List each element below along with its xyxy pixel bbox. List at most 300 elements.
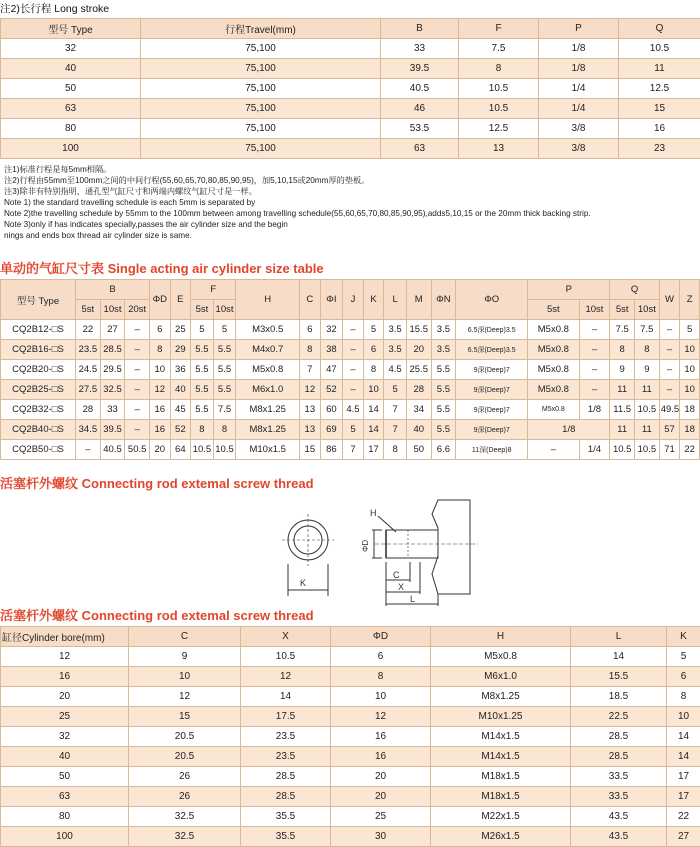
table-cell: – [659,320,680,340]
table-cell: – [579,320,610,340]
table-row [1,647,700,667]
single-acting-title: 单动的气缸尺寸表 Single acting air cylinder size table [0,259,700,279]
table-cell: 5 [191,320,214,340]
rod-header-l: L [571,627,667,647]
table-row [1,727,700,747]
table-cell: 12 [1,647,129,667]
table-cell: 5.5 [431,400,456,420]
table-cell: 32 [320,320,343,340]
header-f: F [459,19,539,39]
table-cell: 100 [1,139,141,159]
table-cell: 25 [331,807,431,827]
table-cell: 8 [363,360,384,380]
table-cell: 1/4 [579,440,610,460]
table-cell: 28.5 [100,340,125,360]
sa-header-type: 型号 Type [1,280,76,320]
table-cell: 1/4 [539,99,619,119]
sa-header-k: K [363,280,384,320]
table-cell: 12.5 [619,79,700,99]
table-cell: – [343,360,364,380]
table-cell: 9深(Deep)7 [456,380,528,400]
table-row [1,360,700,380]
table-cell: M8x1.25 [431,687,571,707]
label-x: X [398,582,404,592]
table-cell: M10x1.5 [236,440,300,460]
table-cell: 10 [667,707,700,727]
table-cell: 1/8 [528,420,610,440]
table-cell: 35.5 [241,827,331,847]
table-cell: 28.5 [571,747,667,767]
table-cell: 12.5 [459,119,539,139]
table-cell: 8 [384,440,407,460]
table-cell: 27.5 [76,380,101,400]
table-cell: 6.6 [431,440,456,460]
table-cell: 7 [384,420,407,440]
table-cell: 33 [381,39,459,59]
table-cell: – [125,380,150,400]
sa-header-phio: ΦO [456,280,528,320]
table-cell: 40 [170,380,191,400]
table-cell: 49.5 [659,400,680,420]
table-cell: 57 [659,420,680,440]
table-cell: 16 [331,747,431,767]
long-stroke-table [0,18,700,159]
sa-header-b-5st: 5st [76,300,101,320]
table-cell: 25.5 [406,360,431,380]
table-cell: 28.5 [241,767,331,787]
table-cell: 20 [331,767,431,787]
thread-diagram-section [0,474,700,614]
rod-table-section [0,606,700,847]
table-cell: 14 [667,727,700,747]
table-cell: 40 [1,59,141,79]
table-cell: CQ2B40-□S [1,420,76,440]
table-cell: M5x0.8 [528,360,579,380]
table-cell: 33 [100,400,125,420]
table-cell: 22 [76,320,101,340]
table-cell: 26 [129,767,241,787]
single-acting-table [0,279,700,460]
long-stroke-header-row [1,19,700,39]
table-cell: 5 [213,320,236,340]
table-cell: 15 [619,99,700,119]
note-line: nings and ends box thread air cylinder size is same. [4,230,700,241]
note-line: Note 1) the standard travelling schedule is each 5mm is separated by [4,197,700,208]
table-cell: 5 [384,380,407,400]
header-b: B [381,19,459,39]
table-cell: 32 [1,39,141,59]
table-cell: 11 [635,380,660,400]
table-cell: 20 [1,687,129,707]
thread-diagram [0,494,700,614]
table-cell: 80 [1,807,129,827]
table-cell: 6 [363,340,384,360]
table-cell: 12 [331,707,431,727]
table-cell: 10.5 [619,39,700,59]
table-cell: 20.5 [129,747,241,767]
table-cell: 40.5 [100,440,125,460]
table-cell: 20.5 [129,727,241,747]
table-cell: 3/8 [539,139,619,159]
header-travel: 行程Travel(mm) [141,19,381,39]
table-cell: 8 [635,340,660,360]
table-cell: 1/8 [539,39,619,59]
note-line: 注3)除非有特别指明，通孔型气缸尺寸和两端内螺纹气缸尺寸是一样。 [4,186,700,197]
table-cell: 10.5 [191,440,214,460]
table-cell: 3.5 [431,340,456,360]
table-cell: 23.5 [241,727,331,747]
table-cell: 9深(Deep)7 [456,360,528,380]
label-l: L [410,594,415,604]
table-cell: 16 [150,420,171,440]
table-cell: 18 [680,400,700,420]
table-cell: M3x0.5 [236,320,300,340]
table-cell: 30 [331,827,431,847]
table-cell: – [659,360,680,380]
thread-diagram-title: 活塞杆外螺纹 Connecting rod extemal screw thread [0,474,700,494]
table-cell: M5x0.8 [528,380,579,400]
table-cell: 34 [406,400,431,420]
table-cell: M6x1.0 [236,380,300,400]
table-cell: 32 [1,727,129,747]
rod-header-bore: 缸径Cylinder bore(mm) [1,627,129,647]
table-cell: 8 [610,340,635,360]
table-cell: 40.5 [381,79,459,99]
table-cell: 10.5 [635,400,660,420]
table-cell: 7.5 [635,320,660,340]
table-cell: 5.5 [213,340,236,360]
sa-header-phii: ΦI [320,280,343,320]
rod-side-view [372,500,478,606]
table-cell: 32.5 [129,827,241,847]
table-cell: 22 [680,440,700,460]
table-cell: 39.5 [381,59,459,79]
table-cell: 5.5 [191,340,214,360]
table-cell: 1/4 [539,79,619,99]
table-cell: 36 [170,360,191,380]
table-cell: 7.5 [213,400,236,420]
table-cell: 38 [320,340,343,360]
table-cell: 5 [363,320,384,340]
table-cell: CQ2B25-□S [1,380,76,400]
sa-header-c: C [300,280,321,320]
table-cell: 35.5 [241,807,331,827]
table-cell: 20 [150,440,171,460]
table-cell: 28 [76,400,101,420]
table-cell: 3.5 [384,320,407,340]
table-cell: M8x1.25 [236,400,300,420]
table-cell: 5.5 [213,380,236,400]
sa-header-z: Z [680,280,700,320]
table-row [1,827,700,847]
table-cell: 39.5 [100,420,125,440]
table-cell: 45 [170,400,191,420]
table-cell: M14x1.5 [431,727,571,747]
table-cell: 5 [343,420,364,440]
table-cell: 25 [170,320,191,340]
header-q: Q [619,19,700,39]
table-cell: – [579,360,610,380]
table-cell: – [125,340,150,360]
table-cell: 24.5 [76,360,101,380]
sa-header-phid: ΦD [150,280,171,320]
single-acting-section [0,259,700,460]
note-line: 注2)行程由55mm至100mm之间的中间行程(55,60,65,70,80,85,90,95)，加5,10,15或20mm厚的垫板。 [4,175,700,186]
table-cell: CQ2B50-□S [1,440,76,460]
table-cell: 64 [170,440,191,460]
table-row [1,807,700,827]
table-cell: CQ2B16-□S [1,340,76,360]
table-cell: – [579,380,610,400]
sa-header-f-5st: 5st [191,300,214,320]
table-cell: 8 [667,687,700,707]
sa-header-w: W [659,280,680,320]
table-cell: – [125,320,150,340]
rod-header-c: C [129,627,241,647]
table-cell: 5.5 [191,380,214,400]
table-cell: 5.5 [191,360,214,380]
table-cell: 17 [667,767,700,787]
note-line: Note 2)the travelling schedule by 55mm to the 100mm between among travelling schedule(55,60,65,70,80,85,90,95),adds5,10,15 or the 20mm thick backing strip. [4,208,700,219]
table-cell: 69 [320,420,343,440]
table-cell: M14x1.5 [431,747,571,767]
table-cell: 10.5 [610,440,635,460]
table-cell: M5x0.8 [431,647,571,667]
table-row [1,320,700,340]
table-cell: 11深(Deep)8 [456,440,528,460]
table-cell: 8 [191,420,214,440]
table-cell: 11 [635,420,660,440]
table-cell: 10.5 [635,440,660,460]
table-cell: 27 [667,827,700,847]
table-cell: M5x0.8 [528,400,579,420]
label-h: H [370,508,377,518]
table-cell: 14 [363,400,384,420]
table-cell: 32.5 [100,380,125,400]
table-cell: 9 [635,360,660,380]
table-cell: 9 [610,360,635,380]
rod-header-k: K [667,627,700,647]
table-cell: M26x1.5 [431,827,571,847]
rod-end-view [282,514,334,596]
table-cell: 75,100 [141,59,381,79]
sa-header-q: Q [610,280,659,300]
table-cell: 14 [571,647,667,667]
table-cell: 6 [150,320,171,340]
table-cell: 13 [459,139,539,159]
table-cell: 18 [680,420,700,440]
table-cell: 10 [363,380,384,400]
table-cell: 8 [331,667,431,687]
table-cell: 100 [1,827,129,847]
table-cell: 12 [150,380,171,400]
table-cell: 46 [381,99,459,119]
table-cell: 25 [1,707,129,727]
table-cell: 34.5 [76,420,101,440]
table-cell: 4.5 [384,360,407,380]
table-cell: 16 [1,667,129,687]
table-row [1,340,700,360]
sa-header-q-10st: 10st [635,300,660,320]
sa-header-p-10st: 10st [579,300,610,320]
table-cell: M4x0.7 [236,340,300,360]
table-cell: – [125,420,150,440]
table-cell: 7 [343,440,364,460]
table-row [1,79,700,99]
table-cell: 20 [406,340,431,360]
table-cell: – [343,340,364,360]
sa-header-e: E [170,280,191,320]
table-cell: 23.5 [76,340,101,360]
table-cell: – [528,440,579,460]
sa-header-h: H [236,280,300,320]
table-cell: 7 [384,400,407,420]
table-cell: 23 [619,139,700,159]
table-cell: 10.5 [459,99,539,119]
sa-header-phin: ΦN [431,280,456,320]
table-cell: 5.5 [431,420,456,440]
table-cell: 14 [667,747,700,767]
table-cell: 16 [331,727,431,747]
sa-header-f: F [191,280,236,300]
note-line: 注1)标准行程是每5mm相隔。 [4,164,700,175]
table-cell: 52 [320,380,343,400]
rod-header-x: X [241,627,331,647]
table-row [1,59,700,79]
table-cell: 5 [680,320,700,340]
table-cell: 11 [610,380,635,400]
table-cell: 9深(Deep)7 [456,420,528,440]
table-cell: 1/8 [579,400,610,420]
table-cell: 17.5 [241,707,331,727]
table-cell: 10 [129,667,241,687]
table-cell: 8 [300,340,321,360]
long-stroke-section [0,0,700,159]
table-row [1,747,700,767]
table-cell: 50.5 [125,440,150,460]
table-cell: – [659,380,680,400]
label-k: K [300,578,306,588]
table-row [1,420,700,440]
sa-header-q-5st: 5st [610,300,635,320]
table-cell: 75,100 [141,119,381,139]
table-cell: 63 [1,787,129,807]
table-cell: M22x1.5 [431,807,571,827]
table-cell: 16 [619,119,700,139]
table-cell: M18x1.5 [431,787,571,807]
table-cell: 6.5深(Deep)3.5 [456,340,528,360]
table-cell: 7.5 [610,320,635,340]
table-cell: 8 [213,420,236,440]
table-cell: 71 [659,440,680,460]
table-cell: – [125,400,150,420]
table-cell: 17 [363,440,384,460]
table-cell: 5.5 [191,400,214,420]
long-stroke-title: 注2)长行程 Long stroke [0,0,700,18]
table-cell: 10 [680,340,700,360]
table-cell: 6 [331,647,431,667]
table-cell: 20 [331,787,431,807]
table-cell: 3.5 [431,320,456,340]
table-cell: 10 [680,380,700,400]
table-cell: 47 [320,360,343,380]
table-cell: 14 [241,687,331,707]
table-cell: 40 [406,420,431,440]
table-cell: 33.5 [571,787,667,807]
table-cell: 63 [1,99,141,119]
table-cell: CQ2B12-□S [1,320,76,340]
table-cell: 29.5 [100,360,125,380]
notes-block [4,164,700,241]
rod-header-phid: ΦD [331,627,431,647]
table-cell: 5 [667,647,700,667]
sa-header-p: P [528,280,610,300]
table-cell: 50 [1,767,129,787]
table-cell: 26 [129,787,241,807]
table-cell: 10.5 [213,440,236,460]
label-phid: ΦD [361,540,370,552]
table-cell: 10.5 [241,647,331,667]
table-cell: 5.5 [431,360,456,380]
table-cell: 63 [381,139,459,159]
table-cell: 75,100 [141,139,381,159]
sa-header-j: J [343,280,364,320]
table-cell: 8 [150,340,171,360]
sa-header-b-20st: 20st [125,300,150,320]
table-cell: 15 [129,707,241,727]
table-row [1,787,700,807]
table-cell: 80 [1,119,141,139]
table-cell: 13 [300,420,321,440]
table-cell: 11 [619,59,700,79]
table-cell: 10.5 [459,79,539,99]
table-cell: 43.5 [571,827,667,847]
table-row [1,440,700,460]
table-cell: 17 [667,787,700,807]
table-cell: M18x1.5 [431,767,571,787]
header-p: P [539,19,619,39]
table-cell: M5x0.8 [236,360,300,380]
table-row [1,767,700,787]
table-cell: 1/8 [539,59,619,79]
table-cell: M8x1.25 [236,420,300,440]
table-cell: 12 [241,667,331,687]
table-cell: 43.5 [571,807,667,827]
table-cell: 7.5 [459,39,539,59]
table-cell: 53.5 [381,119,459,139]
table-cell: – [579,340,610,360]
table-cell: 60 [320,400,343,420]
table-cell: 9 [129,647,241,667]
table-cell: – [343,320,364,340]
table-cell: M6x1.0 [431,667,571,687]
table-cell: 15 [300,440,321,460]
note-line: Note 3)only if has indicates specially,passes the air cylinder size and the begin [4,219,700,230]
table-cell: 8 [459,59,539,79]
table-cell: 86 [320,440,343,460]
table-cell: 6.5深(Deep)3.5 [456,320,528,340]
sa-header-l: L [384,280,407,320]
sa-header-b-10st: 10st [100,300,125,320]
table-cell: 18.5 [571,687,667,707]
table-row [1,99,700,119]
table-cell: 5.5 [213,360,236,380]
table-cell: – [76,440,101,460]
table-cell: 12 [129,687,241,707]
table-cell: 6 [300,320,321,340]
table-cell: 14 [363,420,384,440]
table-cell: 50 [406,440,431,460]
